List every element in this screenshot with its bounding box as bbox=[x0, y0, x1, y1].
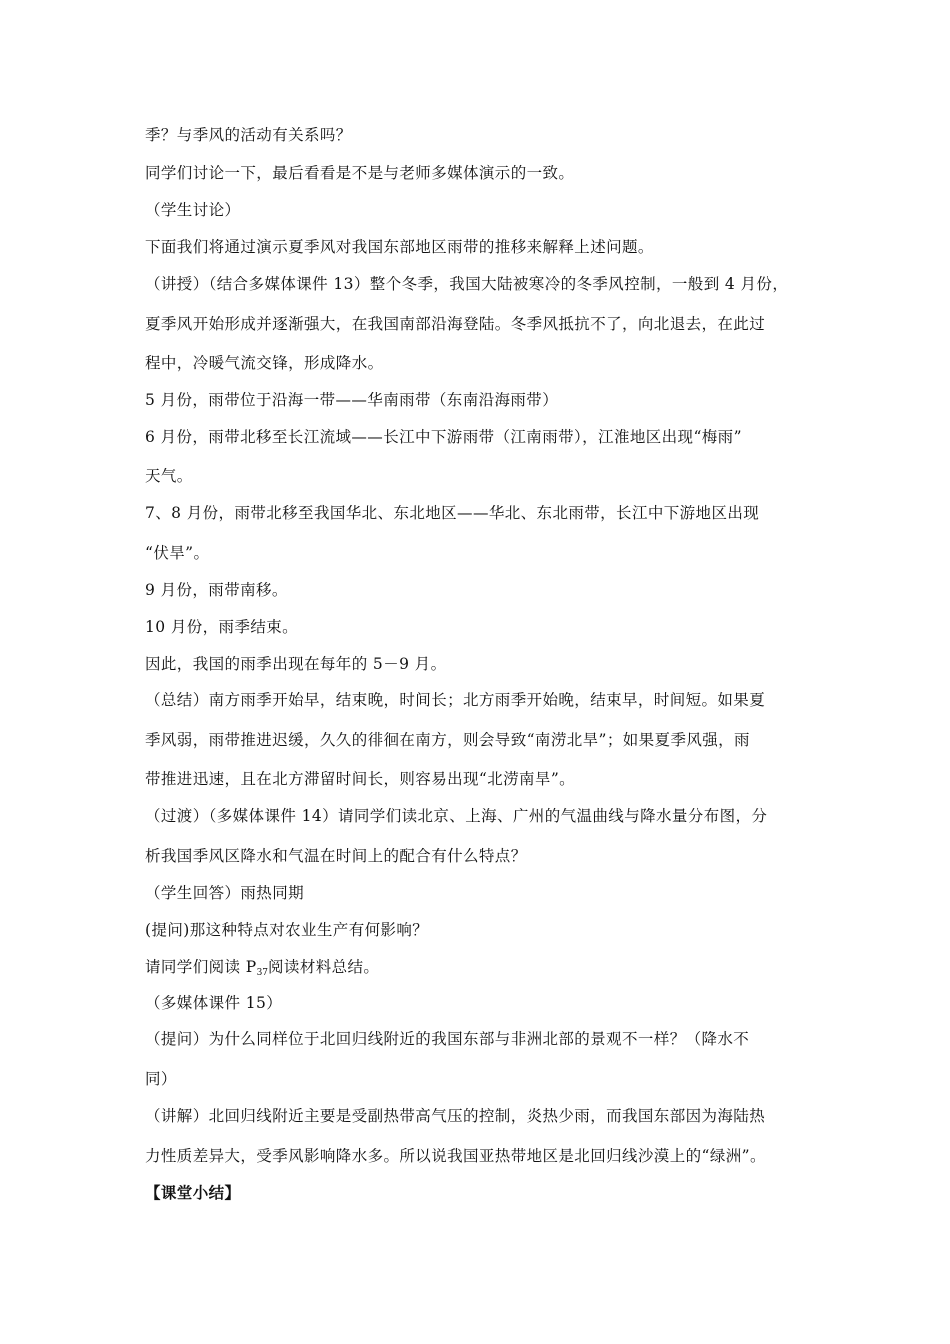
text-line: 因此，我国的雨季出现在每年的 5－9 月。 bbox=[145, 655, 447, 673]
text-line: 10 月份，雨季结束。 bbox=[145, 618, 299, 636]
section-heading: 【课堂小结】 bbox=[145, 1183, 241, 1202]
text-line: “伏旱”。 bbox=[145, 544, 210, 562]
text-line: 同学们讨论一下，最后看看是不是与老师多媒体演示的一致。 bbox=[145, 164, 575, 182]
text-line: (提问)那这种特点对农业生产有何影响？ bbox=[145, 921, 429, 939]
text-after-subscript: 阅读材料总结。 bbox=[268, 958, 380, 976]
text-line: （讲解）北回归线附近主要是受副热带高气压的控制，炎热少雨，而我国东部因为海陆热 bbox=[145, 1107, 766, 1125]
text-line: （总结）南方雨季开始早，结束晚，时间长；北方雨季开始晚，结束早，时间短。如果夏 bbox=[145, 691, 766, 709]
text-before-subscript: 请同学们阅读 P bbox=[145, 958, 257, 976]
text-line: （提问）为什么同样位于北回归线附近的我国东部与非洲北部的景观不一样？（降水不 bbox=[145, 1030, 750, 1048]
text-line: 天气。 bbox=[145, 467, 193, 485]
text-line: 带推进迅速，且在北方滞留时间长，则容易出现“北涝南旱”。 bbox=[145, 770, 576, 788]
text-line: 力性质差异大，受季风影响降水多。所以说我国亚热带地区是北回归线沙漠上的“绿洲”。 bbox=[145, 1147, 766, 1165]
text-line: 9 月份，雨带南移。 bbox=[145, 581, 288, 599]
text-line: 6 月份，雨带北移至长江流域——长江中下游雨带（江南雨带），江淮地区出现“梅雨” bbox=[145, 428, 742, 446]
text-line: （讲授）（结合多媒体课件 13）整个冬季，我国大陆被寒冷的冬季风控制，一般到 4 月份， bbox=[145, 275, 789, 293]
text-line: （多媒体课件 15） bbox=[145, 994, 283, 1012]
text-line-with-subscript bbox=[145, 957, 379, 983]
text-line: 下面我们将通过演示夏季风对我国东部地区雨带的推移来解释上述问题。 bbox=[145, 238, 654, 256]
text-line: 季风弱，雨带推进迟缓，久久的徘徊在南方，则会导致“南涝北旱”；如果夏季风强，雨 bbox=[145, 731, 750, 749]
text-line: 5 月份，雨带位于沿海一带——华南雨带（东南沿海雨带） bbox=[145, 391, 559, 409]
text-line: 季？与季风的活动有关系吗？ bbox=[145, 126, 352, 144]
text-line: 程中，冷暖气流交锋，形成降水。 bbox=[145, 354, 384, 372]
page-number-subscript: 37 bbox=[256, 968, 269, 978]
text-line: 7、8 月份，雨带北移至我国华北、东北地区——华北、东北雨带，长江中下游地区出现 bbox=[145, 504, 760, 522]
text-line: （学生回答）雨热同期 bbox=[145, 884, 305, 902]
text-line: 析我国季风区降水和气温在时间上的配合有什么特点？ bbox=[145, 847, 527, 865]
text-line: 同） bbox=[145, 1070, 177, 1088]
text-line: 夏季风开始形成并逐渐强大，在我国南部沿海登陆。冬季风抵抗不了，向北退去，在此过 bbox=[145, 315, 766, 333]
text-line: （学生讨论） bbox=[145, 201, 241, 219]
text-line: （过渡）（多媒体课件 14）请同学们读北京、上海、广州的气温曲线与降水量分布图，分 bbox=[145, 807, 768, 825]
